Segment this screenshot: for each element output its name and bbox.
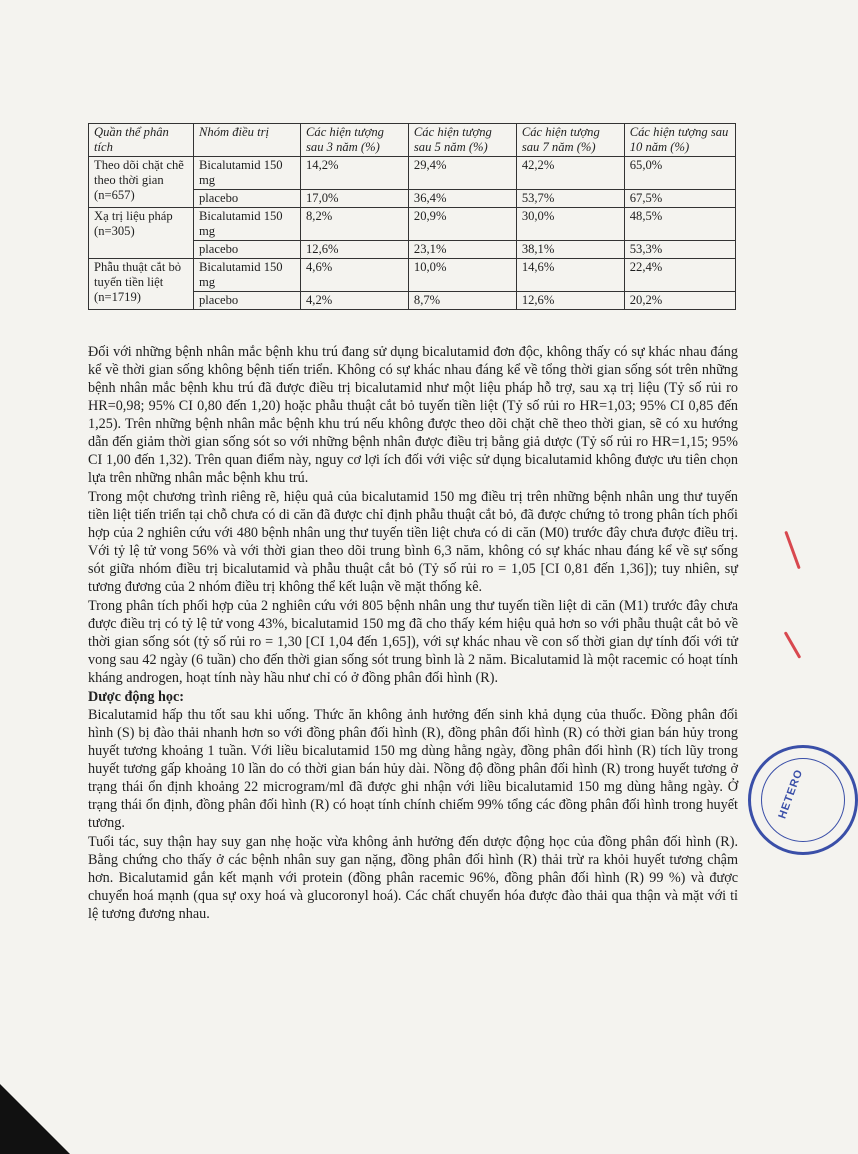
treatment-cell: placebo (194, 241, 301, 259)
value-3y: 4,6% (301, 259, 409, 292)
value-3y: 8,2% (301, 208, 409, 241)
population-cell: Xạ trị liệu pháp (n=305) (89, 208, 194, 259)
company-stamp (748, 745, 858, 855)
paragraph-elimination: Tuổi tác, suy thận hay suy gan nhẹ hoặc vừa không ảnh hưởng đến dược động học của đồng phân đối hình (R). Bằng chứng cho thấy ở các bệnh nhân suy gan nặng, đồng phân đối hình (R) thải trừ ra khỏi huyết tương chậm hơn. Bicalutamid gắn kết mạnh với protein (đồng phân racemic 96%, đồng phân đối hình (R) 99 %) và được chuyển hoá mạnh (qua sự oxy hoá và glucoronyl hoá). Các chất chuyển hóa được đào thải qua thận và mặt với tỉ lệ tương đương nhau. (88, 834, 738, 922)
population-cell: Phẫu thuật cắt bỏ tuyến tiền liệt (n=1719) (89, 259, 194, 310)
value-7y: 30,0% (516, 208, 624, 241)
paragraph-m1-study: Trong phân tích phối hợp của 2 nghiên cứu với 805 bệnh nhân ung thư tuyến tiền liệt di căn (M1) trước đây chưa được điều trị có tỷ lệ tử vong 43%, bicalutamid 150 mg đã cho thấy kém hiệu quả hơn so với phẫu thuật cắt bỏ về thời gian sống sót (tỷ số rủi ro = 1,30 [CI 1,04 đến 1,65]), với sự khác nhau về con số thời gian dự tính đối với tử vong sau 42 ngày (6 tuần) cho đến thời gian sống sót trung bình là 2 năm. Bicalutamid là một racemic có hoạt tính kháng androgen, hoạt tính này hầu như chỉ có ở đồng phân đối hình (R). (88, 598, 738, 686)
table-row (89, 259, 736, 292)
header-10-years: Các hiện tượng sau 10 năm (%) (624, 124, 735, 157)
value-7y: 42,2% (516, 157, 624, 190)
header-population: Quần thể phân tích (89, 124, 194, 157)
paragraph-local-disease: Đối với những bệnh nhân mắc bệnh khu trú đang sử dụng bicalutamid đơn độc, không thấy có sự khác nhau đáng kể về thời gian sống không bệnh tiến triển. Không có sự khác nhau đáng kể về tổng thời gian sống sót trên những bệnh nhân mắc bệnh khu trú đã được điều trị bicalutamid như một liệu pháp hỗ trợ, sau xạ trị liệu (Tỷ số rủi ro HR=0,98; 95% CI 0,80 đến 1,20) hoặc phẫu thuật cắt bỏ tuyến tiền liệt (Tỷ số rủi ro HR=1,03; 95% CI 0,85 đến 1,25). Trên những bệnh nhân mắc bệnh khu trú nếu không được theo dõi chặt chẽ theo thời gian, sẽ có xu hướng dẫn đến giảm thời gian sống sót so với những bệnh nhân được điều trị bằng giả dược (Tỷ số rủi ro HR=1,15; 95% CI 1,00 đến 1,32). Trên quan điểm này, nguy cơ lợi ích đối với việc sử dụng bicalutamid không được ưu tiên chọn lựa trên những nhân mắc bệnh khu trú. (88, 344, 738, 486)
header-treatment: Nhóm điều trị (194, 124, 301, 157)
scan-shadow-corner (0, 1084, 70, 1154)
treatment-cell: placebo (194, 190, 301, 208)
value-5y: 29,4% (408, 157, 516, 190)
treatment-cell: Bicalutamid 150 mg (194, 259, 301, 292)
value-5y: 8,7% (408, 292, 516, 310)
value-5y: 36,4% (408, 190, 516, 208)
population-cell: Theo dõi chặt chẽ theo thời gian (n=657) (89, 157, 194, 208)
treatment-cell: Bicalutamid 150 mg (194, 208, 301, 241)
treatment-cell: placebo (194, 292, 301, 310)
value-5y: 10,0% (408, 259, 516, 292)
value-3y: 14,2% (301, 157, 409, 190)
section-heading-pharmacokinetics: Dược động học: (88, 689, 184, 705)
value-10y: 22,4% (624, 259, 735, 292)
value-10y: 20,2% (624, 292, 735, 310)
red-margin-mark (784, 631, 802, 658)
treatment-cell: Bicalutamid 150 mg (194, 157, 301, 190)
value-7y: 38,1% (516, 241, 624, 259)
value-10y: 53,3% (624, 241, 735, 259)
results-table (88, 123, 736, 310)
paragraph-m0-study: Trong một chương trình riêng rẽ, hiệu quả của bicalutamid 150 mg điều trị trên những bệnh nhân ung thư tuyến tiền liệt tiến triển tại chỗ chưa có di căn đã được chỉ định phẫu thuật cắt bỏ, đã được chứng tỏ trong phân tích phối hợp của 2 nghiên cứu với 480 bệnh nhân ung thư tuyến tiền liệt chưa có di căn (M0) trước đây chưa được điều trị. Với tỷ lệ tử vong 56% và với thời gian theo dõi trung bình 6,3 năm, không có sự khác nhau đáng kể về sự sống sót giữa nhóm điều trị bicalutamid và phẫu thuật cắt bỏ (Tỷ số rủi ro = 1,05 [CI 0,81 đến 1,36]); tuy nhiên, sự tương đương của 2 nhóm điều trị không thể kết luận về mặt thống kê. (88, 489, 738, 595)
value-10y: 48,5% (624, 208, 735, 241)
header-7-years: Các hiện tượng sau 7 năm (%) (516, 124, 624, 157)
stamp-text: HETERO (776, 767, 806, 821)
value-10y: 67,5% (624, 190, 735, 208)
value-7y: 14,6% (516, 259, 624, 292)
header-3-years: Các hiện tượng sau 3 năm (%) (301, 124, 409, 157)
value-5y: 20,9% (408, 208, 516, 241)
value-3y: 17,0% (301, 190, 409, 208)
paragraph-absorption: Bicalutamid hấp thu tốt sau khi uống. Thức ăn không ảnh hưởng đến sinh khả dụng của thuốc. Đồng phân đối hình (S) bị đào thải nhanh hơn so với đồng phân đối hình (R), đồng phân đối hình (R) có thời gian bán hủy trong huyết tương khoảng 1 tuần. Với liều bicalutamid 150 mg dùng hằng ngày, đồng phân đối hình (R) tích lũy trong huyết tương gấp khoảng 10 lần do có thời gian bán hủy dài. Nồng độ đồng phân đối hình (R) trong huyết tương ở trạng thái ổn định khoảng 22 microgram/ml đã được ghi nhận với liều bicalutamid 150 mg dùng hằng ngày. Ở trạng thái ổn định, đồng phân đối hình (R) có hoạt tính chính chiếm 99% tổng các đồng phân đối hình trong huyết tương. (88, 707, 738, 831)
header-5-years: Các hiện tượng sau 5 năm (%) (408, 124, 516, 157)
value-5y: 23,1% (408, 241, 516, 259)
value-10y: 65,0% (624, 157, 735, 190)
table-row (89, 157, 736, 190)
body-text (88, 343, 738, 924)
value-3y: 4,2% (301, 292, 409, 310)
value-3y: 12,6% (301, 241, 409, 259)
value-7y: 12,6% (516, 292, 624, 310)
value-7y: 53,7% (516, 190, 624, 208)
table-header-row (89, 124, 736, 157)
table-row (89, 208, 736, 241)
red-margin-mark (784, 531, 800, 570)
